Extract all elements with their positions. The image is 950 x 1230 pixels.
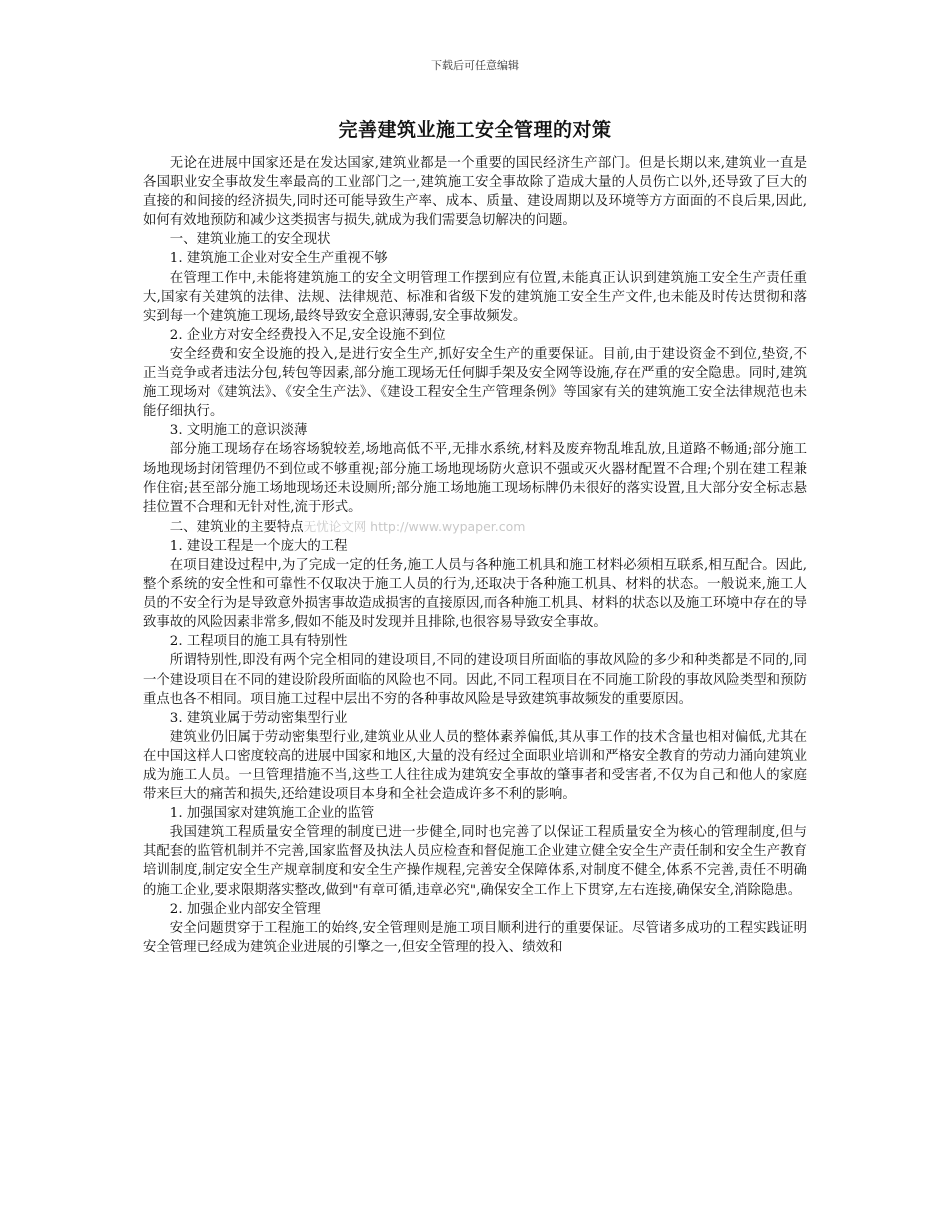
document-body — [143, 154, 807, 957]
paragraph: 建筑业仍旧属于劳动密集型行业,建筑业从业人员的整体素养偏低,其从事工作的技术含量也相对偏低,尤其在在中国这样人口密度较高的进展中国家和地区,大量的没有经过全面职业培训和严格安全教育的劳动力涌向建筑业成为施工人员。一旦管理措施不当,这些工人往往成为建筑安全事故的肇事者和受害者,不仅为自己和他人的家庭带来巨大的痛苦和损失,还给建设项目本身和全社会造成许多不利的影响。 — [143, 729, 807, 803]
paragraph: 部分施工现场存在场容场貌较差,场地高低不平,无排水系统,材料及废弃物乱堆乱放,且道路不畅通;部分施工场地现场封闭管理仍不到位或不够重视;部分施工场地现场防火意识不强或灭火器材配置不合理;个别在建工程兼作住宿;甚至部分施工场地现场还未设厕所;部分施工场地施工现场标牌仍未很好的落实设置,且大部分安全标志悬挂位置不合理和无针对性,流于形式。 — [143, 442, 807, 515]
header-note: 下载后可任意编辑 — [431, 59, 519, 72]
subsection-heading: 2. 加强企业内部安全管理 — [169, 901, 321, 917]
paragraph: 安全问题贯穿于工程施工的始终,安全管理则是施工项目顺利进行的重要保证。尽管诸多成功的工程实践证明安全管理已经成为建筑企业进展的引擎之一,但安全管理的投入、绩效和 — [143, 920, 807, 955]
document-title: 完善建筑业施工安全管理的对策 — [338, 119, 612, 141]
paragraph: 所谓特别性,即没有两个完全相同的建设项目,不同的建设项目所面临的事故风险的多少和种类都是不同的,同一个建设项目在不同的建设阶段所面临的风险也不同。因此,不同工程项目在不同施工阶段的事故风险类型和预防重点也各不相同。项目施工过程中层出不穷的各种事故风险是导致建筑事故频发的重要原因。 — [143, 653, 807, 707]
paragraph: 在管理工作中,未能将建筑施工的安全文明管理工作摆到应有位置,未能真正认识到建筑施工安全生产责任重大,国家有关建筑的法律、法规、法律规范、标准和省级下发的建筑施工安全生产文件,也未能及时传达贯彻和落实到每一个建筑施工现场,最终导致安全意识薄弱,安全事故频发。 — [143, 270, 807, 324]
subsection-heading: 3. 建筑业属于劳动密集型行业 — [169, 710, 348, 726]
section-heading: 一、建筑业施工的安全现状 — [169, 232, 331, 248]
paragraph: 安全经费和安全设施的投入,是进行安全生产,抓好安全生产的重要保证。目前,由于建设资金不到位,垫资,不正当竞争或者违法分包,转包等因素,部分施工现场无任何脚手架及安全网等设施,存在严重的安全隐患。同时,建筑施工现场对《建筑法》、《安全生产法》、《建设工程安全生产管理条例》等国家有关的建筑施工安全法律规范也未能仔细执行。 — [143, 346, 807, 420]
paragraph: 无论在进展中国家还是在发达国家,建筑业都是一个重要的国民经济生产部门。但是长期以来,建筑业一直是各国职业安全事故发生率最高的工业部门之一,建筑施工安全事故除了造成大量的人员伤亡以外,还导致了巨大的直接的和间接的经济损失,同时还可能导致生产率、成本、质量、建设周期以及环境等方方面面的不良后果,因此,如何有效地预防和减少这类损害与损失,就成为我们需要急切解决的问题。 — [143, 156, 807, 229]
subsection-heading: 1. 建设工程是一个庞大的工程 — [169, 538, 348, 554]
section-heading-text: 二、建筑业的主要特点 — [169, 519, 304, 535]
subsection-heading: 1. 建筑施工企业对安全生产重视不够 — [169, 251, 388, 267]
subsection-heading: 2. 企业方对安全经费投入不足,安全设施不到位 — [169, 327, 446, 343]
paragraph: 在项目建设过程中,为了完成一定的任务,施工人员与各种施工机具和施工材料必须相互联系,相互配合。因此,整个系统的安全性和可靠性不仅取决于施工人员的行为,还取决于各种施工机具、材料的状态。一般说来,施工人员的不安全行为是导致意外损害事故造成损害的直接原因,而各种施工机具、材料的状态以及施工环境中存在的导致事故的风险因素非常多,假如不能及时发现并且排除,也很容易导致安全事故。 — [143, 557, 807, 631]
subsection-heading: 2. 工程项目的施工具有特别性 — [169, 634, 348, 650]
subsection-heading: 1. 加强国家对建筑施工企业的监管 — [169, 806, 375, 822]
subsection-heading: 3. 文明施工的意识淡薄 — [169, 423, 308, 439]
watermark-text: 无忧论文网 http://www.wypaper.com — [303, 518, 526, 534]
paragraph: 我国建筑工程质量安全管理的制度已进一步健全,同时也完善了以保证工程质量安全为核心的管理制度,但与其配套的监管机制并不完善,国家监督及执法人员应检查和督促施工企业建立健全安全生产责任制和安全生产教育培训制度,制定安全生产规章制度和安全生产操作规程,完善安全保障体系,对制度不健全,体系不完善,责任不明确的施工企业,要求限期落实整改,做到"有章可循,违章必究",确保安全工作上下贯穿,左右连接,确保安全,消除隐患。 — [143, 825, 807, 898]
section-heading-with-watermark — [143, 517, 807, 537]
